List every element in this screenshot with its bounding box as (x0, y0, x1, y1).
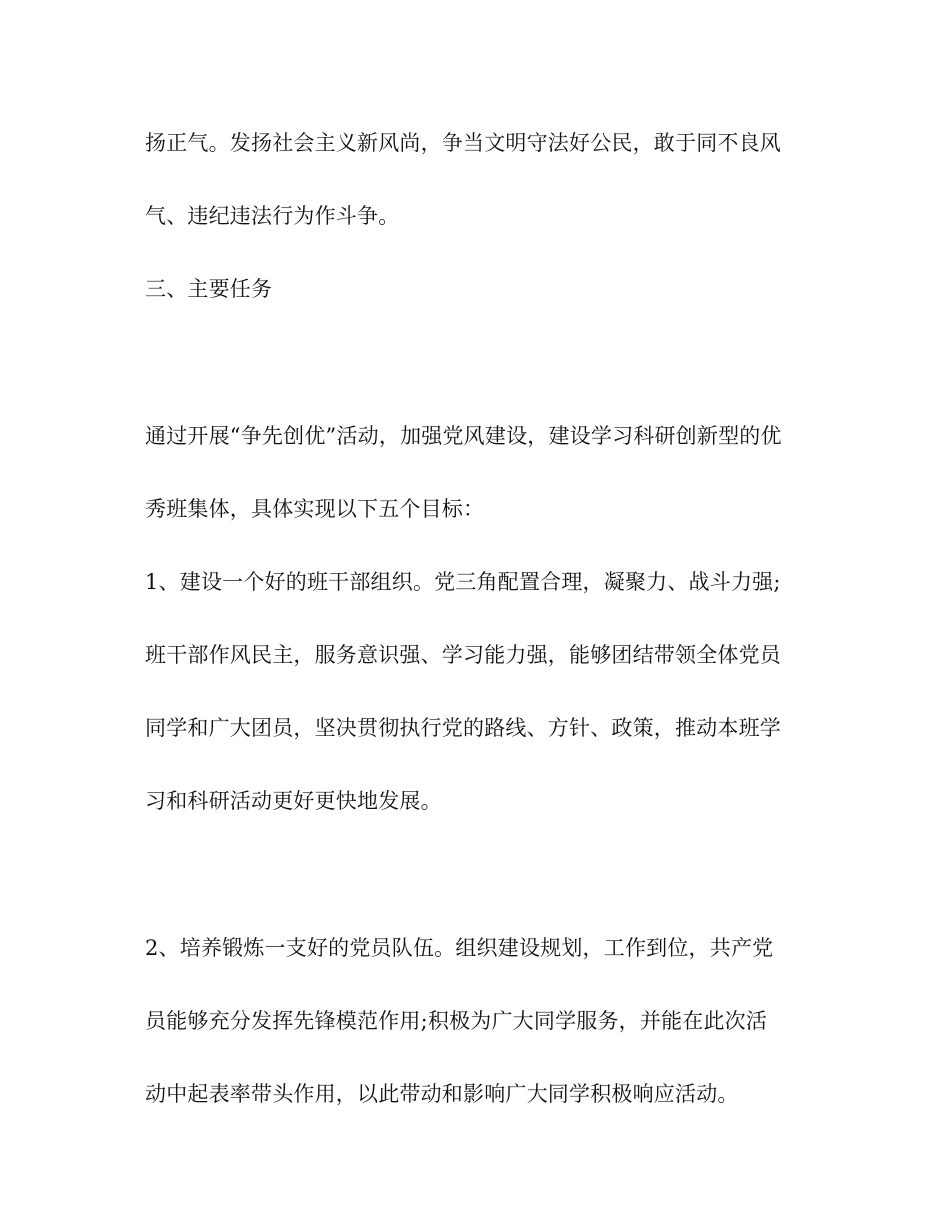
list-item-line: 班干部作风民主，服务意识强、学习能力强，能够团结带领全体党员 (145, 643, 781, 667)
list-item-line: 习和科研活动更好更快地发展。 (145, 789, 442, 813)
paragraph-line: 秀班集体，具体实现以下五个目标： (145, 497, 485, 521)
paragraph-line: 气、违纪违法行为作斗争。 (145, 204, 400, 228)
section-heading: 三、主要任务 (145, 277, 273, 301)
list-item-line: 同学和广大团员，坚决贯彻执行党的路线、方针、政策，推动本班学 (145, 716, 781, 740)
paragraph-line: 通过开展“争先创优”活动，加强党风建设，建设学习科研创新型的优 (145, 424, 782, 448)
list-item-line: 动中起表率带头作用，以此带动和影响广大同学积极响应活动。 (145, 1082, 739, 1106)
list-item-line: 1、建设一个好的班干部组织。党三角配置合理，凝聚力、战斗力强; (145, 570, 781, 594)
list-item-line: 2、培养锻炼一支好的党员队伍。组织建设规划，工作到位，共产党 (145, 936, 774, 960)
paragraph-line: 扬正气。发扬社会主义新风尚，争当文明守法好公民，敢于同不良风 (145, 131, 781, 155)
list-item-line: 员能够充分发挥先锋模范作用;积极为广大同学服务，并能在此次活 (145, 1009, 768, 1033)
